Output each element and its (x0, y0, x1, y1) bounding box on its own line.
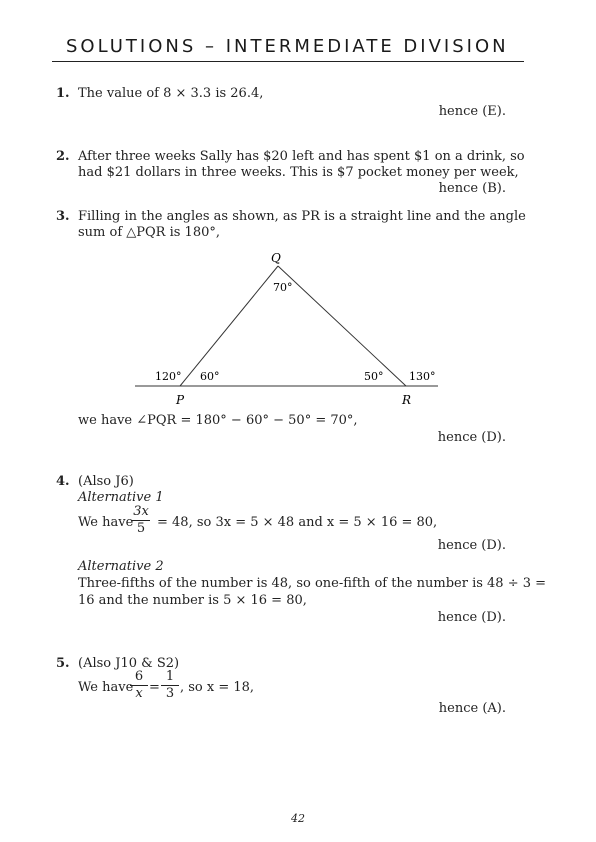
fraction-denominator: 3 (165, 686, 175, 701)
alternative-2-answer: hence (D). (437, 610, 506, 625)
alternative-2-line-2: 16 and the number is 5 × 16 = 80, (78, 593, 307, 608)
angle-label-r-interior: 50° (364, 370, 384, 383)
question-2-answer: hence (B). (438, 181, 506, 196)
page-number: 42 (291, 812, 305, 825)
vertex-label-q: Q (271, 251, 281, 265)
angle-label-p-exterior: 120° (155, 370, 182, 383)
side-pq (180, 266, 278, 386)
angle-label-q: 70° (273, 281, 293, 294)
alternative-1-equation: = 48, so 3x = 5 × 48 and x = 5 × 16 = 80, (157, 515, 438, 530)
question-5-reference: (Also J10 & S2) (78, 656, 180, 671)
question-3-conclusion: we have ∠PQR = 180° − 60° − 50° = 70°, (78, 413, 358, 428)
fraction-6-over-x (128, 670, 150, 701)
fraction-3x-over-5 (130, 505, 152, 536)
vertex-label-p: P (176, 393, 185, 407)
question-3-line-1: Filling in the angles as shown, as PR is a straight line and the angle (78, 209, 526, 224)
question-5-answer: hence (A). (438, 701, 506, 716)
question-number-4: 4. (56, 474, 70, 489)
question-4-reference: (Also J6) (78, 474, 134, 489)
question-3-line-2: sum of △PQR is 180°, (78, 225, 221, 240)
question-1-text: The value of 8 × 3.3 is 26.4, (78, 86, 264, 101)
angle-label-p-interior: 60° (200, 370, 220, 383)
side-qr (278, 266, 406, 386)
page-title: SOLUTIONS – INTERMEDIATE DIVISION (66, 36, 509, 57)
fraction-1-over-3 (159, 670, 181, 701)
question-number-5: 5. (56, 656, 70, 671)
question-number-1: 1. (56, 86, 70, 101)
question-2-line-2: had $21 dollars in three weeks. This is $7 pocket money per week, (78, 165, 519, 180)
alternative-1-title: Alternative 1 (78, 490, 164, 505)
vertex-label-r: R (402, 393, 412, 407)
question-3-answer: hence (D). (437, 430, 506, 445)
question-5-equation: , so x = 18, (180, 680, 255, 695)
fraction-denominator: x (135, 686, 143, 701)
question-1-answer: hence (E). (438, 104, 506, 119)
alternative-1-prefix: We have (78, 515, 134, 530)
question-number-3: 3. (56, 209, 70, 224)
fraction-numerator: 1 (165, 669, 175, 684)
alternative-1-answer: hence (D). (437, 538, 506, 553)
alternative-2-line-1: Three-fifths of the number is 48, so one-fifth of the number is 48 ÷ 3 = (78, 576, 547, 591)
alternative-2-title: Alternative 2 (78, 559, 164, 574)
angle-label-r-exterior: 130° (409, 370, 436, 383)
question-5-prefix: We have (78, 680, 134, 695)
equals-sign: = (149, 680, 160, 695)
question-number-2: 2. (56, 149, 70, 164)
question-2-line-1: After three weeks Sally has $20 left and has spent $1 on a drink, so (78, 149, 525, 164)
fraction-denominator: 5 (136, 521, 146, 536)
fraction-numerator: 3x (133, 504, 149, 519)
fraction-numerator: 6 (134, 669, 144, 684)
